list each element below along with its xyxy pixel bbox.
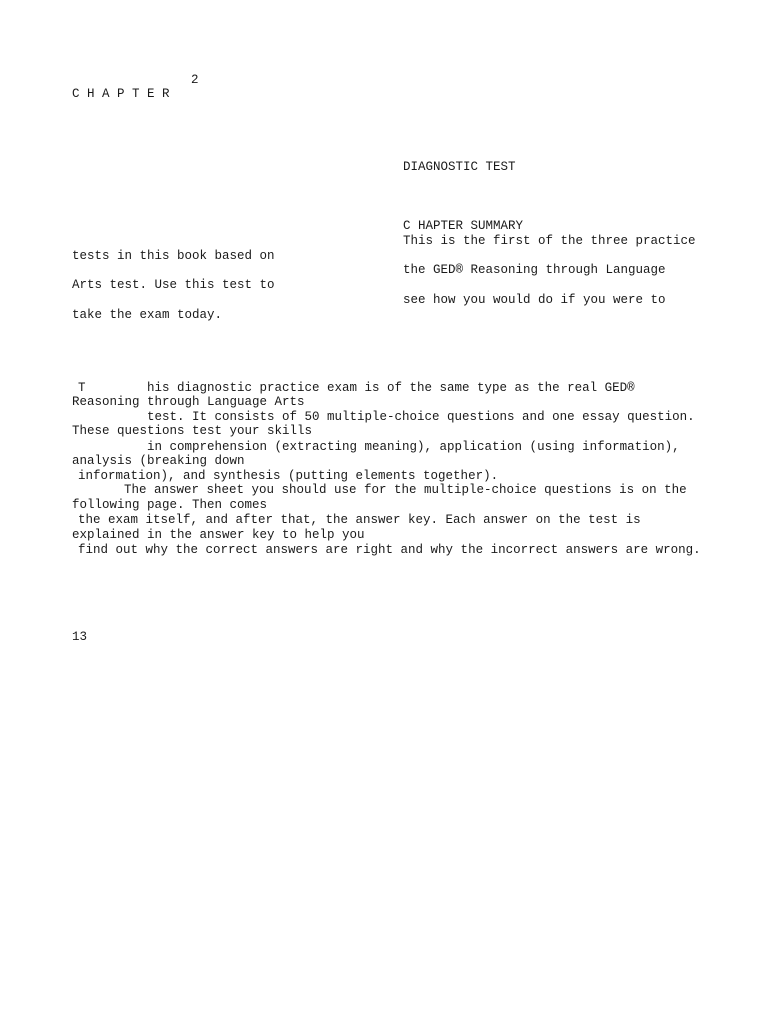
chapter-number: 2	[191, 73, 199, 87]
body-line: information), and synthesis (putting elements together).	[78, 469, 499, 483]
body-line: find out why the correct answers are right and why the incorrect answers are wrong.	[78, 543, 701, 557]
body-line: analysis (breaking down	[72, 454, 245, 468]
body-line: Reasoning through Language Arts	[72, 395, 305, 409]
summary-line: see how you would do if you were to	[403, 293, 666, 307]
chapter-label: C H A P T E R	[72, 87, 170, 101]
body-line: the exam itself, and after that, the answer key. Each answer on the test is	[78, 513, 641, 527]
summary-line: This is the first of the three practice	[403, 234, 696, 248]
body-line: The answer sheet you should use for the multiple-choice questions is on the	[124, 483, 687, 497]
summary-heading: C HAPTER SUMMARY	[403, 219, 524, 233]
drop-cap: T	[78, 381, 86, 395]
summary-line: tests in this book based on	[72, 249, 275, 263]
body-line: in comprehension (extracting meaning), application (using information),	[147, 440, 680, 454]
summary-line: take the exam today.	[72, 308, 223, 322]
chapter-title: DIAGNOSTIC TEST	[403, 160, 516, 174]
body-line: test. It consists of 50 multiple-choice questions and one essay question.	[147, 410, 695, 424]
summary-line: the GED® Reasoning through Language	[403, 263, 666, 277]
body-line: following page. Then comes	[72, 498, 268, 512]
summary-line: Arts test. Use this test to	[72, 278, 275, 292]
body-line: explained in the answer key to help you	[72, 528, 365, 542]
body-line: These questions test your skills	[72, 424, 313, 438]
body-line: his diagnostic practice exam is of the same type as the real GED®	[147, 381, 635, 395]
page-number: 13	[72, 630, 88, 644]
